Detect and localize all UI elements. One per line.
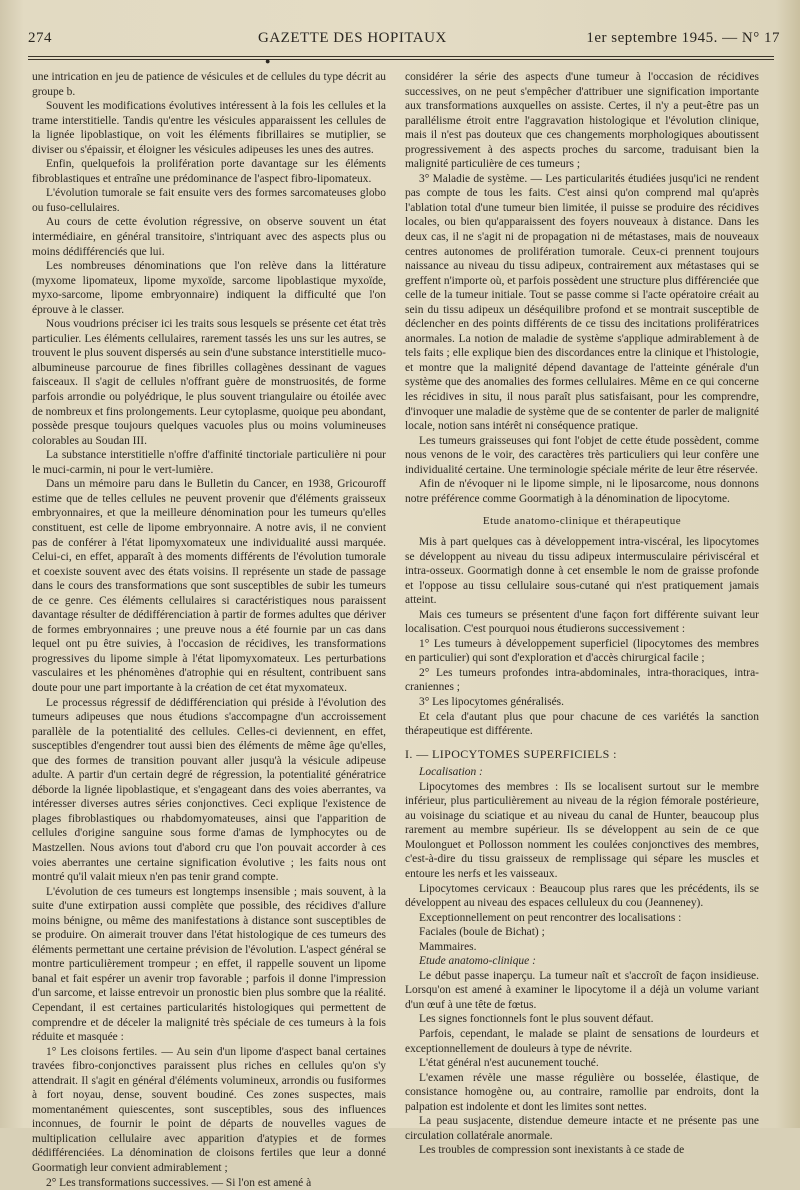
sub-heading: I. — LIPOCYTOMES SUPERFICIELS :	[405, 746, 617, 761]
header-rule	[28, 56, 774, 57]
paragraph: Nous voudrions préciser ici les traits sous lesquels se présente cet état très particulier. Les éléments cellulaires, rarement tassés les uns sur les autres, se trouvent le plus souvent dispersés au sein d'une substance interstitielle muco-albumineuse parcourue de fines fibrilles collagènes dessinant de vagues faisceaux. Il s'agit de cellules n'offrant guère de monstruosités, de forme parfois arrondie ou polyédrique, le plus souvent triangulaire ou étoilée avec de nombreux et fins prolongements. Leur cytoplasme, quoique peu abondant, possède presque toujours quelques vacuoles plus ou moins volumineuses colorables au Soudan III.	[32, 318, 386, 447]
paragraph: Et cela d'autant plus que pour chacune de ces variétés la sanction thérapeutique est différente.	[405, 710, 759, 738]
header-rule-thin	[28, 59, 774, 60]
running-header	[28, 18, 780, 58]
paragraph: L'évolution de ces tumeurs est longtemps insensible ; mais souvent, à la suite d'une extirpation aussi complète que possible, des récidives d'allure moins bénigne, ou même des manifestations à distance sont susceptibles de se produire. On aimerait trouver dans l'état histologique de ces tumeurs des éléments permettant une certaine prévision de l'évolution. L'aspect général se montre particulièrement trompeur ; en effet, il rappelle souvent un lipome banal et fait espérer un avenir trop favorable ; parfois il donne l'impression d'un sarcome, et laisse entrevoir un pronostic bien plus sombre que la réalité. Cependant, il est certaines particularités histologiques qui permettent de comprendre et de déceler la malignité très spéciale de ces tumeurs à la fois réduite et masquée :	[32, 885, 386, 1044]
paragraph: Souvent les modifications évolutives intéressent à la fois les cellules et la trame interstitielle. Tandis qu'entre les vésicules apparaissent les cellules de la lignée lipoblastique, on voit les éléments fibrillaires se mutiplier, se diviser ou s'épaissir, et éloigner les vésicules adipeuses les unes des autres.	[32, 100, 386, 156]
paragraph: une intrication en jeu de patience de vésicules et de cellules du type décrit au groupe b.	[32, 71, 386, 98]
paragraph: Dans un mémoire paru dans le Bulletin du Cancer, en 1938, Gricouroff estime que de telles cellules ne peuvent provenir que d'éléments graisseux embryonnaires, et que la meilleure dénomination pour les tumeurs qu'elles constituent, est celle de lipome embryonnaire. A notre avis, il ne convient pas de conférer à l'état lipomyxomateux une individualité aussi marquée. Celui-ci, en effet, apparaît à des moments différents de l'évolution tumorale et coexiste souvent avec des états voisins. Il représente un stade de passage dans le cours des transformations que sont susceptibles de subir les tumeurs de ce genre. Ces éléments cellulaires si caractéristiques nous paraissent davantage résulter de dédifférenciation à partir de formes adultes que dériver de formes embryonnaires ; une preuve nous a été fournie par un cas dans lequel ont pu être suivies, à l'occasion de récidives, les transformations progressives du lipome simple à l'état lipomyxomateux. Les perturbations vasculaires et les phénomènes d'atrophie qui en résultent, contribuent sans doute pour une part importante à la création de cet état myxomateux.	[32, 478, 386, 694]
left-column	[32, 70, 386, 1190]
page-number: 274	[28, 29, 52, 46]
paragraph: 1° Les tumeurs à développement superficiel (lipocytomes des membres en particulier) qui sont d'exploration et d'accès chirurgical facile ;	[405, 637, 759, 665]
paragraph: L'examen révèle une masse régulière ou bosselée, élastique, de consistance homogène ou, au contraire, ramollie par endroits, dont la palpation est indolente et dont les limites sont nettes.	[405, 1071, 759, 1113]
right-column	[405, 70, 759, 1158]
paragraph: Le processus régressif de dédifférenciation qui préside à l'évolution des tumeurs adipeuses que nous étudions s'accompagne d'un accroissement parallèle de la potentialité des cellules. Celles-ci deviennent, en effet, susceptibles d'engendrer tout aussi bien des éléments de même âge qu'elles, que des formes de transition pouvant aller jusqu'à la vésicule adipeuse adulte. A partir d'un certain degré de régression, la potentialité génératrice déborde la lignée lipoblastique, et s'engageant dans des voies aberrantes, va intéresser diverses autres séries conjonctives. Ceci explique l'existence de plages fibroblastiques ou rhabdomyomateuses, ainsi que l'apparition de cellules d'origine sanguine sous forme d'amas de lymphocytes ou de Mastzellen. Nous avions tout d'abord cru que l'on pouvait accorder à ces voies aberrantes une certaine signification évolutive ; les faits nous ont montré qu'il valait mieux n'en pas tenir grand compte.	[32, 696, 386, 884]
list-item: Mammaires.	[419, 940, 477, 953]
paragraph: Lipocytomes des membres : Ils se localisent surtout sur le membre inférieur, plus particulièrement au niveau de la région fémorale postérieure, au voisinage du sciatique et au niveau du canal de Hunter, beaucoup plus rarement au membre supérieur. Ils se développent au sein de ce que Moulonguet et Pollosson nomment les coulées conjonctives des membres, c'est-à-dire du tissu graisseux de remplissage qui sépare les muscles et entoure les nerfs et les vaisseaux.	[405, 780, 759, 880]
paragraph: Les troubles de compression sont inexistants à ce stade de	[419, 1144, 685, 1157]
paragraph: Au cours de cette évolution régressive, on observe souvent un état intermédiaire, en général transitoire, s'intriquant avec des aspects plus ou moins dédifférenciés que lui.	[32, 216, 386, 258]
paragraph: La substance interstitielle n'offre d'affinité tinctoriale particulière ni pour le muci-carmin, ni pour le vert-lumière.	[32, 449, 386, 476]
paragraph: La peau susjacente, distendue demeure intacte et ne présente pas une circulation collatérale anormale.	[405, 1115, 759, 1142]
paragraph: Les nombreuses dénominations que l'on relève dans la littérature (myxome lipomateux, lipome myxoïde, sarcome lipoblastique myxoïde, myxo-sarcome, lipome embryonnaire) indiquent la difficulté que l'on éprouve à le classer.	[32, 260, 386, 316]
paragraph: Exceptionnellement on peut rencontrer des localisations :	[419, 911, 682, 924]
localisation-label: Localisation :	[419, 766, 483, 779]
paragraph: Lipocytomes cervicaux : Beaucoup plus rares que les précédents, ils se développent au niveau des espaces celluleux du cou (Jeanneney).	[405, 882, 759, 910]
paragraph: Mis à part quelques cas à développement intra-viscéral, les lipocytomes se développent au niveau du tissu adipeux intermusculaire périviscéral et intra-osseux. Goormatigh donne à cet ensemble le nom de graisse profonde et l'oppose au tissu cellulaire sous-cutané qui n'est pratiquement jamais atteint.	[405, 535, 759, 607]
ornament-icon: ●	[265, 56, 271, 66]
paragraph: Parfois, cependant, le malade se plaint de sensations de lourdeurs et exceptionnellement de douleurs à type de névrite.	[405, 1028, 759, 1055]
clinical-label: Etude anatomo-clinique :	[419, 955, 536, 968]
list-item: Faciales (boule de Bichat) ;	[419, 926, 545, 939]
paragraph: Les tumeurs graisseuses qui font l'objet de cette étude possèdent, comme nous venons de le voir, des caractères très particuliers qui leur confère une individualité certaine. Une terminologie spéciale mérite de leur être réservée.	[405, 434, 759, 476]
paragraph: L'état général n'est aucunement touché.	[419, 1057, 599, 1070]
paragraph: 3° Maladie de système. — Les particularités étudiées jusqu'ici ne rendent pas compte de tous les faits. C'est ainsi qu'on comprend mal qu'après l'ablation total d'une tumeur bien limitée, il puisse se produire des récidives locales, ou bien qu'apparaissent des foyers nouveaux à distance. Dans les deux cas, il ne s'agit ni de propagation ni de métastases, mais de nouveaux centres autonomes de prolifération tumorale. Ceux-ci prennent toujours naissance au niveau du tissu adipeux, contrairement aux métastases qui se greffent n'importe où, et parfois possèdent une structure plus différenciée que celle de la tumeur initiale. Tout se passe comme si l'acte opératoire créait au sein du tissu adipeux un déséquilibre profond et se montrait susceptible de déclencher en des points différents de ce tissu des incitations prolifératrices anormales. La notion de maladie de système s'applique admirablement à de tels faits ; elle explique bien des discordances entre la clinique et l'histologie, et montre que la malignité dépend davantage de l'atteinte générale d'un système que des anomalies des formes cellulaires. Même en ce qui concerne les récidives in situ, il nous paraît plus satisfaisant, pour les comprendre, d'invoquer une maladie de système que de se contenter de parler de malignité locale, notion sans intérêt ni conséquence pratique.	[405, 172, 759, 433]
journal-title: GAZETTE DES HOPITAUX	[258, 29, 447, 46]
paragraph: considérer la série des aspects d'une tumeur à l'occasion de récidives successives, on ne peut s'empêcher d'attribuer une signification importante aux transformations auxquelles on assiste. Certes, il n'y a peut-être pas un parallélisme étroit entre l'aggravation histologique et l'évolution clinique, mais il n'est pas douteux que ces changements morphologiques aboutissent progressivement à des aspects proches du sarcome, traduisant bien la malignité particulière de ces tumeurs ;	[405, 71, 759, 171]
paragraph: 2° Les tumeurs profondes intra-abdominales, intra-thoraciques, intra-craniennes ;	[405, 666, 759, 694]
issue-date: 1er septembre 1945. — N° 17	[586, 29, 780, 46]
paragraph: 1° Les cloisons fertiles. — Au sein d'un lipome d'aspect banal certaines travées fibro-conjonctives paraissent plus riches en cellules qu'on s'y attendrait. Il s'agit en général d'éléments volumineux, arrondis ou fusiformes à fort noyau, dense, souvent boudiné. Ces zones suspectes, mais momentanément quiescentes, sont susceptibles, sous des influences inconnues, de fournir le point de départs de nouvelles vagues de multiplication cellulaire avec apparition d'atypies et de formes dédifférenciées. La dénomination de cloisons fertiles que leur a donné Goormatigh leur convient admirablement ;	[32, 1045, 386, 1175]
paragraph: L'évolution tumorale se fait ensuite vers des formes sarcomateuses globo ou fuso-cellulaires.	[32, 187, 386, 214]
section-heading: Etude anatomo-clinique et thérapeutique	[482, 515, 682, 528]
paragraph: Enfin, quelquefois la prolifération porte davantage sur les éléments fibroblastiques et entraîne une prédominance de l'aspect fibro-lipomateux.	[32, 158, 386, 185]
paragraph: Les signes fonctionnels font le plus souvent défaut.	[419, 1013, 654, 1026]
paragraph: Mais ces tumeurs se présentent d'une façon fort différente suivant leur localisation. C'est pourquoi nous étudierons successivement :	[405, 608, 759, 636]
paragraph: Le début passe inaperçu. La tumeur naît et s'accroît de façon insidieuse. Lorsqu'on est amené à examiner le lipocytome il a déjà un volume variant d'un œuf à une tête de fœtus.	[405, 969, 759, 1011]
paragraph: 2° Les transformations successives. — Si l'on est amené à	[46, 1176, 312, 1189]
paragraph: Afin de n'évoquer ni le lipome simple, ni le liposarcome, nous donnons notre préférence comme Goormatigh à la dénomination de lipocytome.	[405, 478, 759, 505]
paragraph: 3° Les lipocytomes généralisés.	[419, 695, 564, 708]
